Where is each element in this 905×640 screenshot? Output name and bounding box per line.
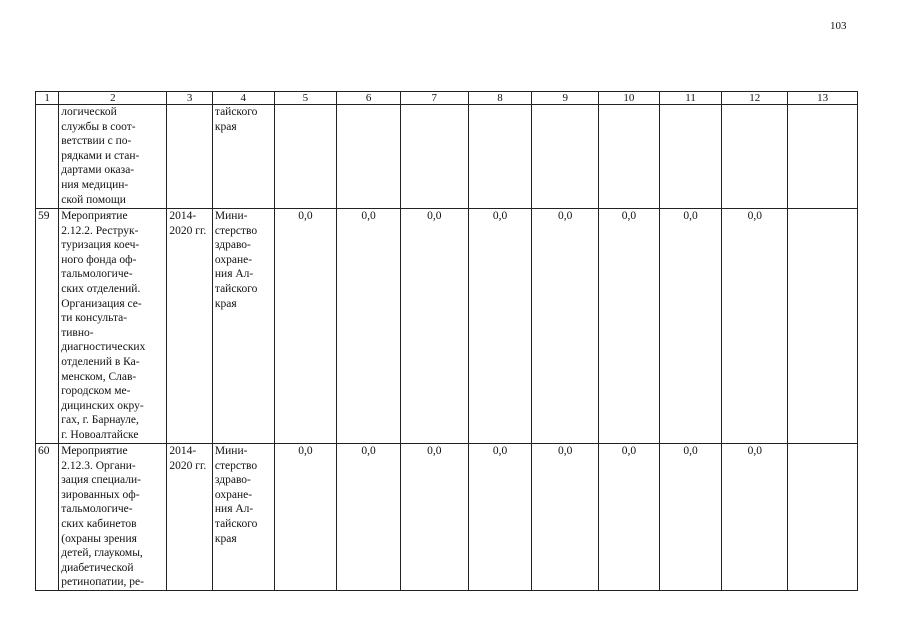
value-cell: 0,0 [274, 444, 337, 591]
value-cell: 0,0 [532, 444, 599, 591]
value-cell: 0,0 [532, 209, 599, 444]
column-header: 3 [167, 92, 212, 105]
row-number [36, 105, 59, 209]
period-cell: 2014- 2020 гг. [167, 444, 212, 591]
period-cell [167, 105, 212, 209]
value-cell: 0,0 [722, 209, 788, 444]
program-table [35, 91, 858, 591]
table-row [36, 105, 858, 209]
column-number-row [36, 92, 858, 105]
value-cell [274, 105, 337, 209]
table-row [36, 209, 858, 444]
column-header: 13 [788, 92, 858, 105]
value-cell [532, 105, 599, 209]
row-number: 60 [36, 444, 59, 591]
column-header: 6 [337, 92, 401, 105]
measure-description: Мероприятие 2.12.2. Реструк- туризация коеч- ного фонда оф- тальмологиче- ских отделений. Организация се- ти консульта- тивно- диагностических отделений в Ка- менском, Слав- городском ме- дицинских окру- гах, г. Барнауле, г. Новоалтайске [59, 209, 167, 444]
value-cell: 0,0 [468, 444, 532, 591]
executor-cell: Мини- стерство здраво- охране- ния Ал- тайского края [212, 209, 274, 444]
value-cell: 0,0 [337, 209, 401, 444]
value-cell: 0,0 [722, 444, 788, 591]
column-header: 11 [659, 92, 722, 105]
value-cell: 0,0 [659, 209, 722, 444]
column-header: 8 [468, 92, 532, 105]
period-cell: 2014- 2020 гг. [167, 209, 212, 444]
row-number: 59 [36, 209, 59, 444]
value-cell [400, 105, 468, 209]
value-cell: 0,0 [400, 209, 468, 444]
column-header: 7 [400, 92, 468, 105]
value-cell [468, 105, 532, 209]
column-header: 4 [212, 92, 274, 105]
value-cell: 0,0 [599, 209, 660, 444]
page-number: 103 [830, 20, 847, 32]
note-cell [788, 105, 858, 209]
column-header: 10 [599, 92, 660, 105]
value-cell [722, 105, 788, 209]
value-cell: 0,0 [599, 444, 660, 591]
value-cell: 0,0 [468, 209, 532, 444]
value-cell: 0,0 [400, 444, 468, 591]
executor-cell: Мини- стерство здраво- охране- ния Ал- тайского края [212, 444, 274, 591]
value-cell: 0,0 [337, 444, 401, 591]
column-header: 5 [274, 92, 337, 105]
column-header: 1 [36, 92, 59, 105]
column-header: 2 [59, 92, 167, 105]
note-cell [788, 209, 858, 444]
value-cell: 0,0 [274, 209, 337, 444]
measure-description: Мероприятие 2.12.3. Органи- зация специали- зированных оф- тальмологиче- ских кабинетов (охраны зрения детей, глаукомы, диабетической ретинопатии, ре- [59, 444, 167, 591]
value-cell [599, 105, 660, 209]
value-cell [659, 105, 722, 209]
value-cell: 0,0 [659, 444, 722, 591]
measure-description: логической службы в соот- ветствии с по- рядками и стан- дартами оказа- ния медицин- ской помощи [59, 105, 167, 209]
table-row [36, 444, 858, 591]
note-cell [788, 444, 858, 591]
column-header: 12 [722, 92, 788, 105]
column-header: 9 [532, 92, 599, 105]
value-cell [337, 105, 401, 209]
executor-cell: тайского края [212, 105, 274, 209]
